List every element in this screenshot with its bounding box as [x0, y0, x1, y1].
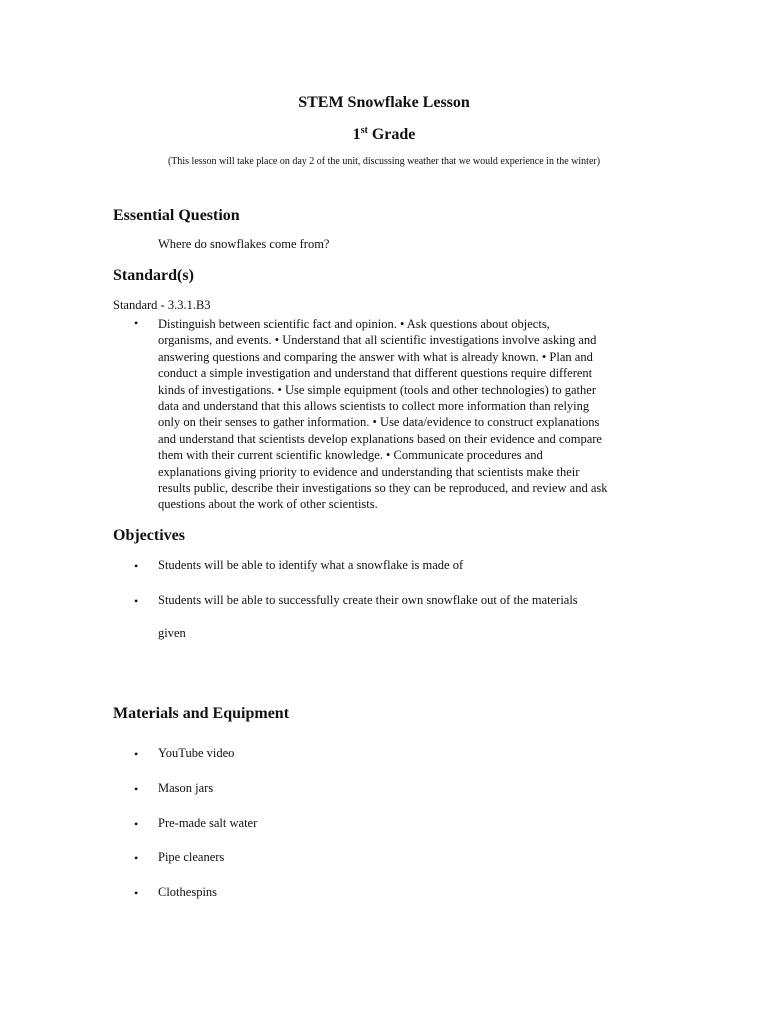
grade-word: Grade: [371, 126, 416, 143]
standard-description: [158, 316, 678, 513]
bullet-icon: •: [134, 316, 139, 330]
grade-suffix: st: [360, 125, 368, 136]
material-item: Pipe cleaners: [158, 850, 225, 864]
objectives-heading: Objectives: [113, 527, 185, 544]
bullet-icon: •: [134, 559, 139, 573]
bullet-icon: •: [134, 851, 139, 865]
standard-line: kinds of investigations. • Use simple equipment (tools and other technologies) to gather: [158, 382, 596, 397]
essential-question-text: Where do snowflakes come from?: [158, 237, 330, 251]
standard-line: and understand that scientists develop explanations based on their evidence and compare: [158, 431, 602, 446]
standard-line: Distinguish between scientific fact and opinion. • Ask questions about objects,: [158, 317, 550, 331]
standard-line: organisms, and events. • Understand that all scientific investigations involve asking and: [158, 333, 597, 348]
objective-item: Students will be able to successfully create their own snowflake out of the materials: [158, 593, 578, 607]
grade-level: [0, 125, 768, 144]
bullet-icon: •: [134, 886, 139, 900]
standard-line: questions about the work of other scientists.: [158, 497, 378, 512]
standard-line: data and understand that this allows scientists to collect more information than relying: [158, 399, 590, 414]
material-item: YouTube video: [158, 746, 235, 760]
standard-label: Standard - 3.3.1.B3: [113, 298, 211, 312]
objective-item-continuation: given: [158, 626, 186, 640]
standard-line: answering questions and comparing the answer with what is already known. • Plan and: [158, 349, 593, 364]
grade-number: 1: [352, 126, 361, 143]
standard-line: only on their senses to gather information. • Use data/evidence to construct explanations: [158, 415, 600, 430]
page-title: STEM Snowflake Lesson: [298, 94, 470, 111]
bullet-icon: •: [134, 747, 139, 761]
standard-line: them with their current scientific knowledge. • Communicate procedures and: [158, 448, 543, 463]
material-item: Mason jars: [158, 781, 214, 795]
bullet-icon: •: [134, 594, 139, 608]
material-item: Pre-made salt water: [158, 816, 258, 830]
material-item: Clothespins: [158, 885, 218, 899]
standard-line: conduct a simple investigation and understand that different questions require different: [158, 366, 593, 381]
essential-question-heading: Essential Question: [113, 207, 240, 224]
lesson-subtitle: (This lesson will take place on day 2 of the unit, discussing weather that we would experience in the winter): [167, 156, 601, 167]
objective-item: Students will be able to identify what a snowflake is made of: [158, 558, 464, 572]
materials-heading: Materials and Equipment: [113, 705, 290, 722]
bullet-icon: •: [134, 782, 139, 796]
standard-line: explanations giving priority to evidence and understanding that scientists make their: [158, 464, 580, 479]
bullet-icon: •: [134, 817, 139, 831]
standard-line: results public, describe their investigations so they can be reproduced, and review and ask: [158, 481, 608, 496]
standards-heading: Standard(s): [113, 267, 194, 284]
